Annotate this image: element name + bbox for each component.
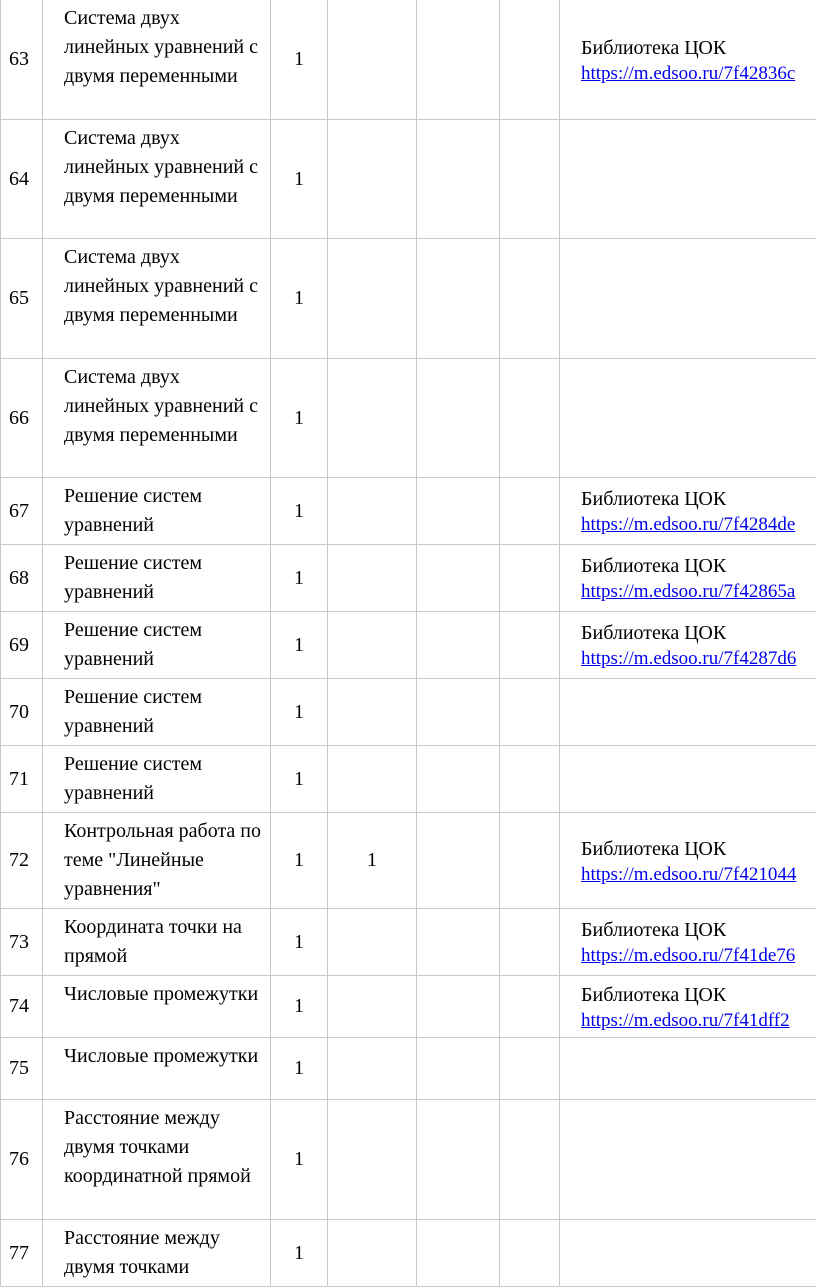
hours-total-cell: 1 <box>271 0 328 120</box>
lesson-topic-cell: Система двух линейных уравнений с двумя переменными <box>43 239 271 359</box>
lesson-topic-cell: Координата точки на прямой <box>43 909 271 976</box>
lesson-number-cell: 77 <box>1 1220 43 1287</box>
practical-work-cell <box>417 120 500 239</box>
lesson-topic-cell: Решение систем уравнений <box>43 545 271 612</box>
lesson-topic-cell: Система двух линейных уравнений с двумя переменными <box>43 0 271 120</box>
practical-work-cell <box>417 746 500 813</box>
table-row <box>1 679 816 746</box>
resource-cell <box>560 976 816 1038</box>
control-work-cell: 1 <box>328 813 417 909</box>
control-work-cell <box>328 679 417 746</box>
hours-total-cell: 1 <box>271 1100 328 1220</box>
practical-work-cell <box>417 359 500 478</box>
lesson-topic-cell: Числовые промежутки <box>43 1038 271 1100</box>
date-cell <box>500 359 560 478</box>
hours-total-cell: 1 <box>271 679 328 746</box>
lesson-number-cell: 71 <box>1 746 43 813</box>
practical-work-cell <box>417 545 500 612</box>
table-body <box>1 0 816 1287</box>
practical-work-cell <box>417 612 500 679</box>
control-work-cell <box>328 612 417 679</box>
lesson-number-cell: 73 <box>1 909 43 976</box>
practical-work-cell <box>417 478 500 545</box>
control-work-cell <box>328 1038 417 1100</box>
table-row <box>1 545 816 612</box>
resource-link[interactable]: https://m.edsoo.ru/7f42865a <box>581 580 816 604</box>
resource-cell <box>560 120 816 239</box>
date-cell <box>500 813 560 909</box>
table-row <box>1 120 816 239</box>
table-row <box>1 612 816 679</box>
lesson-number-cell: 74 <box>1 976 43 1038</box>
lesson-topic-cell: Числовые промежутки <box>43 976 271 1038</box>
table-row <box>1 976 816 1038</box>
table-row <box>1 239 816 359</box>
lesson-topic-cell: Расстояние между двумя точками <box>43 1220 271 1287</box>
date-cell <box>500 239 560 359</box>
control-work-cell <box>328 0 417 120</box>
date-cell <box>500 1220 560 1287</box>
date-cell <box>500 1100 560 1220</box>
control-work-cell <box>328 1220 417 1287</box>
lesson-number-cell: 64 <box>1 120 43 239</box>
resource-cell <box>560 359 816 478</box>
lesson-number-cell: 69 <box>1 612 43 679</box>
practical-work-cell <box>417 909 500 976</box>
resource-link[interactable]: https://m.edsoo.ru/7f42836c <box>581 62 816 86</box>
date-cell <box>500 746 560 813</box>
hours-total-cell: 1 <box>271 612 328 679</box>
hours-total-cell: 1 <box>271 239 328 359</box>
resource-cell <box>560 1220 816 1287</box>
resource-title: Библиотека ЦОК <box>581 835 816 863</box>
resource-title: Библиотека ЦОК <box>581 981 816 1009</box>
resource-link[interactable]: https://m.edsoo.ru/7f41dff2 <box>581 1009 816 1033</box>
resource-link[interactable]: https://m.edsoo.ru/7f421044 <box>581 863 816 887</box>
lesson-number-cell: 63 <box>1 0 43 120</box>
practical-work-cell <box>417 813 500 909</box>
hours-total-cell: 1 <box>271 120 328 239</box>
table-row <box>1 1038 816 1100</box>
lesson-number-cell: 67 <box>1 478 43 545</box>
control-work-cell <box>328 909 417 976</box>
table-row <box>1 478 816 545</box>
control-work-cell <box>328 976 417 1038</box>
practical-work-cell <box>417 679 500 746</box>
lesson-topic-cell: Контрольная работа по теме "Линейные уравнения" <box>43 813 271 909</box>
resource-title: Библиотека ЦОК <box>581 485 816 513</box>
resource-title: Библиотека ЦОК <box>581 916 816 944</box>
hours-total-cell: 1 <box>271 359 328 478</box>
date-cell <box>500 612 560 679</box>
lesson-topic-cell: Расстояние между двумя точками координатной прямой <box>43 1100 271 1220</box>
lesson-topic-cell: Решение систем уравнений <box>43 478 271 545</box>
table-row <box>1 909 816 976</box>
lesson-topic-cell: Решение систем уравнений <box>43 612 271 679</box>
lesson-topic-cell: Решение систем уравнений <box>43 679 271 746</box>
hours-total-cell: 1 <box>271 545 328 612</box>
resource-title: Библиотека ЦОК <box>581 34 816 62</box>
control-work-cell <box>328 239 417 359</box>
resource-cell <box>560 478 816 545</box>
control-work-cell <box>328 359 417 478</box>
date-cell <box>500 0 560 120</box>
resource-cell <box>560 1100 816 1220</box>
resource-cell <box>560 909 816 976</box>
date-cell <box>500 976 560 1038</box>
date-cell <box>500 478 560 545</box>
lesson-number-cell: 65 <box>1 239 43 359</box>
table-row <box>1 746 816 813</box>
control-work-cell <box>328 120 417 239</box>
hours-total-cell: 1 <box>271 478 328 545</box>
lesson-number-cell: 72 <box>1 813 43 909</box>
resource-cell <box>560 239 816 359</box>
resource-cell <box>560 813 816 909</box>
resource-cell <box>560 612 816 679</box>
date-cell <box>500 909 560 976</box>
date-cell <box>500 545 560 612</box>
table-row <box>1 813 816 909</box>
hours-total-cell: 1 <box>271 1220 328 1287</box>
lesson-number-cell: 68 <box>1 545 43 612</box>
date-cell <box>500 120 560 239</box>
resource-title: Библиотека ЦОК <box>581 619 816 647</box>
lesson-topic-cell: Решение систем уравнений <box>43 746 271 813</box>
lesson-number-cell: 75 <box>1 1038 43 1100</box>
table-row <box>1 1220 816 1287</box>
practical-work-cell <box>417 1100 500 1220</box>
control-work-cell <box>328 478 417 545</box>
resource-link[interactable]: https://m.edsoo.ru/7f41de76 <box>581 944 816 968</box>
resource-cell <box>560 1038 816 1100</box>
control-work-cell <box>328 746 417 813</box>
practical-work-cell <box>417 0 500 120</box>
hours-total-cell: 1 <box>271 746 328 813</box>
resource-cell <box>560 679 816 746</box>
resource-cell <box>560 746 816 813</box>
practical-work-cell <box>417 239 500 359</box>
table-row <box>1 359 816 478</box>
resource-link[interactable]: https://m.edsoo.ru/7f4284de <box>581 513 816 537</box>
lesson-number-cell: 76 <box>1 1100 43 1220</box>
practical-work-cell <box>417 1038 500 1100</box>
practical-work-cell <box>417 1220 500 1287</box>
lesson-topic-cell: Система двух линейных уравнений с двумя переменными <box>43 359 271 478</box>
lesson-number-cell: 70 <box>1 679 43 746</box>
hours-total-cell: 1 <box>271 1038 328 1100</box>
lesson-number-cell: 66 <box>1 359 43 478</box>
hours-total-cell: 1 <box>271 909 328 976</box>
practical-work-cell <box>417 976 500 1038</box>
resource-cell <box>560 0 816 120</box>
lesson-topic-cell: Система двух линейных уравнений с двумя переменными <box>43 120 271 239</box>
table-row <box>1 1100 816 1220</box>
control-work-cell <box>328 545 417 612</box>
resource-title: Библиотека ЦОК <box>581 552 816 580</box>
control-work-cell <box>328 1100 417 1220</box>
date-cell <box>500 679 560 746</box>
table-row <box>1 0 816 120</box>
date-cell <box>500 1038 560 1100</box>
resource-link[interactable]: https://m.edsoo.ru/7f4287d6 <box>581 647 816 671</box>
hours-total-cell: 1 <box>271 976 328 1038</box>
hours-total-cell: 1 <box>271 813 328 909</box>
resource-cell <box>560 545 816 612</box>
